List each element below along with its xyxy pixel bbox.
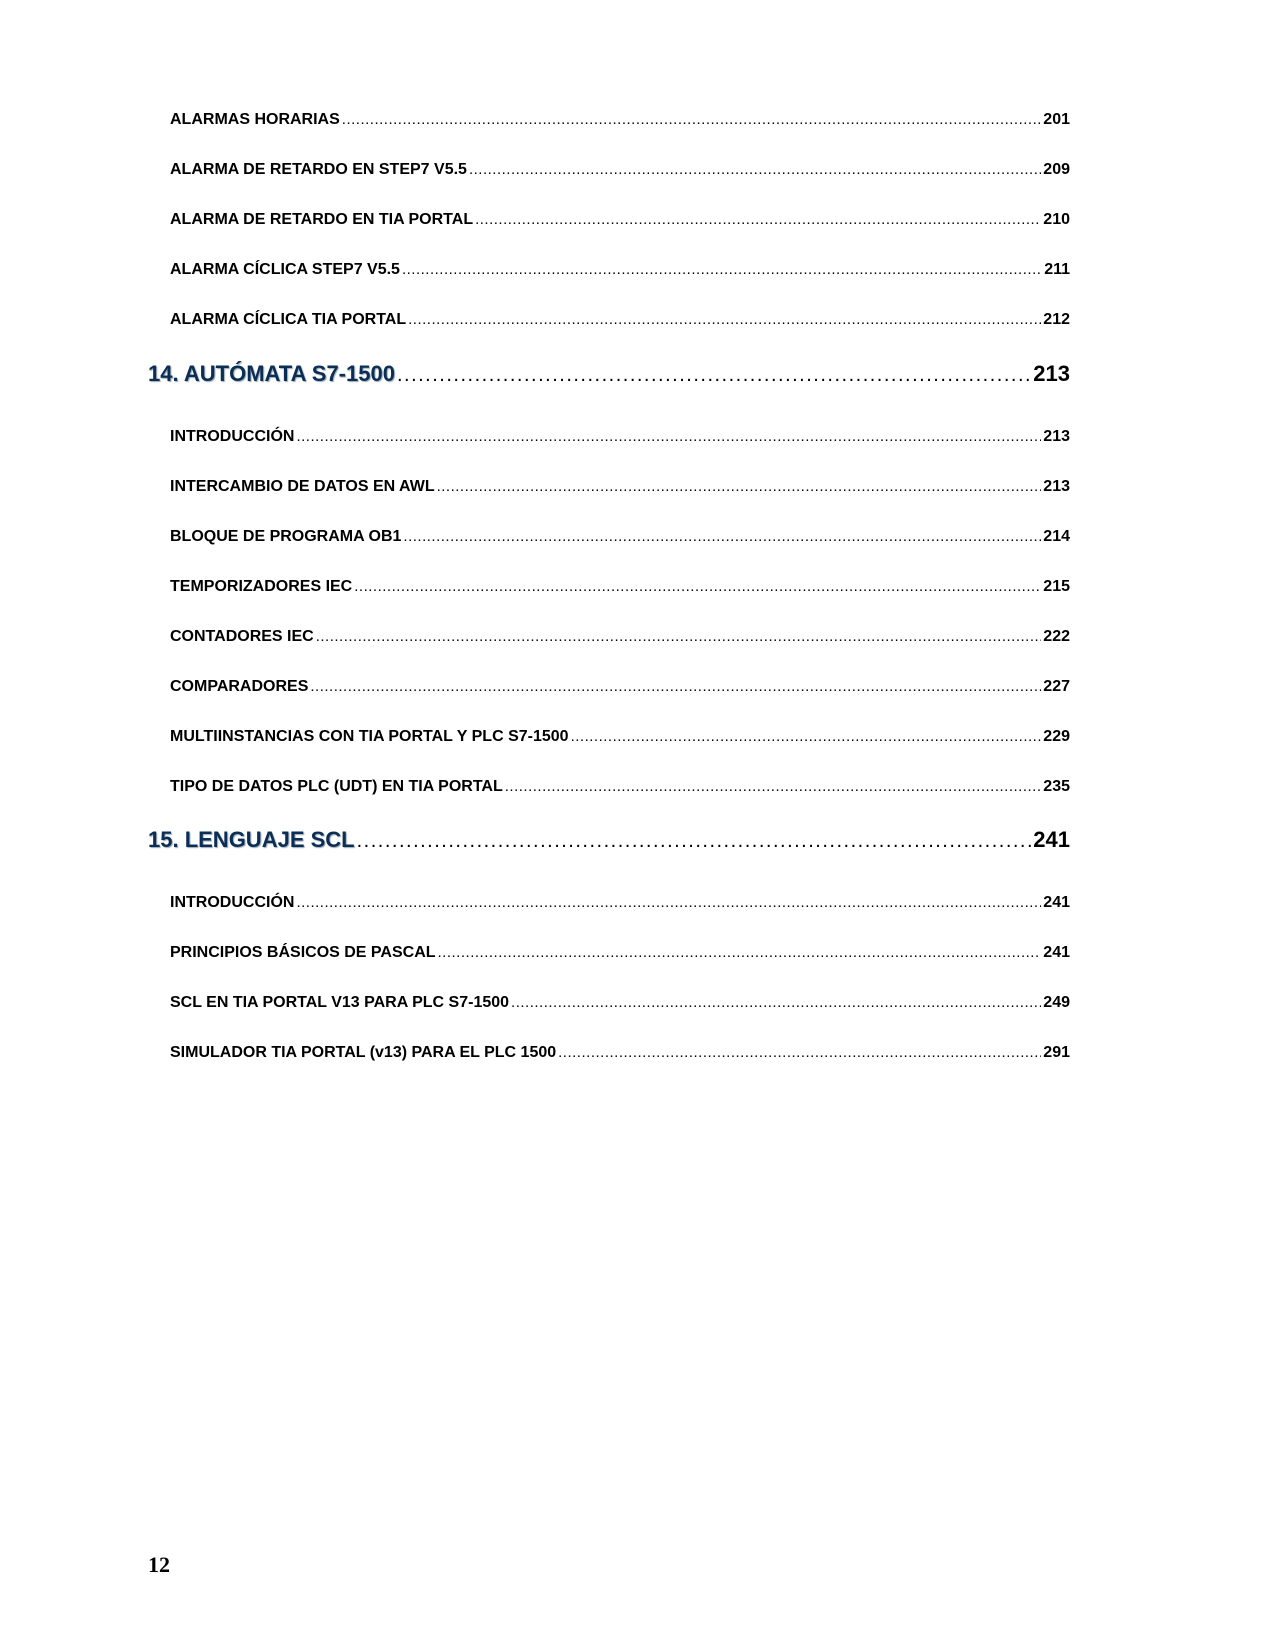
dot-leader: [469, 161, 1041, 179]
toc-entry-title: SIMULADOR TIA PORTAL (v13) PARA EL PLC 1500: [170, 1044, 557, 1061]
toc-entry[interactable]: [170, 311, 1070, 333]
toc-entry-page: 241: [1043, 944, 1070, 961]
toc-entry-page: 235: [1043, 778, 1070, 795]
toc-entry-title: ALARMA CÍCLICA TIA PORTAL: [170, 311, 407, 328]
toc-entry[interactable]: [170, 261, 1070, 283]
dot-leader: [408, 311, 1041, 329]
toc-entry[interactable]: [170, 528, 1070, 550]
toc-entry-title: ALARMA CÍCLICA STEP7 V5.5: [170, 261, 400, 278]
toc-entry-page: 222: [1043, 628, 1070, 645]
toc-entry-page: 210: [1043, 211, 1070, 228]
toc-entry[interactable]: [170, 628, 1070, 650]
toc-entry[interactable]: [170, 578, 1070, 600]
toc-entry-title: INTRODUCCIÓN: [170, 894, 295, 911]
toc-entry-title: SCL EN TIA PORTAL V13 PARA PLC S7-1500: [170, 994, 510, 1011]
dot-leader: [438, 944, 1042, 962]
dot-leader: [402, 261, 1042, 279]
toc-entry-title: COMPARADORES: [170, 678, 309, 695]
toc-entry-title: MULTIINSTANCIAS CON TIA PORTAL Y PLC S7-1500: [170, 728, 569, 745]
dot-leader: [316, 628, 1042, 646]
toc-entry-title: ALARMA DE RETARDO EN TIA PORTAL: [170, 211, 474, 228]
toc-entry[interactable]: [170, 678, 1070, 700]
toc-entry-title: INTRODUCCIÓN: [170, 428, 295, 445]
dot-leader: [403, 528, 1041, 546]
toc-chapter-14[interactable]: [148, 361, 1070, 391]
toc-entry-title: CONTADORES IEC: [170, 628, 314, 645]
toc-entry-page: 227: [1043, 678, 1070, 695]
toc-entry-title: TIPO DE DATOS PLC (UDT) EN TIA PORTAL: [170, 778, 503, 795]
toc-entry[interactable]: [170, 211, 1070, 233]
dot-leader: [558, 1044, 1041, 1062]
dot-leader: [296, 894, 1041, 912]
toc-entry-page: 249: [1043, 994, 1070, 1011]
dot-leader: [357, 827, 1032, 853]
toc-entry[interactable]: [170, 778, 1070, 800]
toc-entry[interactable]: [170, 428, 1070, 450]
toc-entry-title: INTERCAMBIO DE DATOS EN AWL: [170, 478, 435, 495]
toc-entry-title: ALARMAS HORARIAS: [170, 111, 340, 128]
toc-entry[interactable]: [170, 894, 1070, 916]
toc-entry-page: 211: [1044, 261, 1070, 278]
toc-entry-page: 209: [1043, 161, 1070, 178]
toc-entry[interactable]: [170, 161, 1070, 183]
dot-leader: [571, 728, 1042, 746]
toc-entry-page: 241: [1043, 894, 1070, 911]
toc-entry-page: 213: [1043, 478, 1070, 495]
toc-chapter-title: 14. AUTÓMATA S7-1500: [148, 361, 395, 386]
toc-entry-page: 215: [1043, 578, 1070, 595]
toc-entry-title: PRINCIPIOS BÁSICOS DE PASCAL: [170, 944, 436, 961]
toc-entry-page: 201: [1043, 111, 1070, 128]
toc-entry-title: TEMPORIZADORES IEC: [170, 578, 353, 595]
toc-entry[interactable]: [170, 728, 1070, 750]
toc-entry[interactable]: [170, 1044, 1070, 1066]
toc-entry-page: 214: [1043, 528, 1070, 545]
dot-leader: [296, 428, 1041, 446]
toc-entry[interactable]: [170, 478, 1070, 500]
toc-entry-page: 212: [1043, 311, 1070, 328]
toc-chapter-page: 213: [1033, 361, 1070, 386]
toc-entry[interactable]: [170, 994, 1070, 1016]
dot-leader: [511, 994, 1041, 1012]
toc-entry-page: 229: [1043, 728, 1070, 745]
dot-leader: [475, 211, 1041, 229]
dot-leader: [437, 478, 1042, 496]
dot-leader: [342, 111, 1042, 129]
toc-chapter-15[interactable]: [148, 827, 1070, 857]
toc-entry[interactable]: [170, 944, 1070, 966]
dot-leader: [397, 361, 1031, 387]
page-number: 12: [148, 1552, 170, 1577]
toc-entry-page: 213: [1043, 428, 1070, 445]
toc-entry-title: BLOQUE DE PROGRAMA OB1: [170, 528, 402, 545]
dot-leader: [505, 778, 1042, 796]
toc-entry[interactable]: [170, 111, 1070, 133]
toc-chapter-title: 15. LENGUAJE SCL: [148, 827, 355, 852]
toc-entry-page: 291: [1043, 1044, 1070, 1061]
toc-chapter-page: 241: [1033, 827, 1070, 852]
dot-leader: [354, 578, 1041, 596]
dot-leader: [310, 678, 1041, 696]
toc-entry-title: ALARMA DE RETARDO EN STEP7 V5.5: [170, 161, 467, 178]
